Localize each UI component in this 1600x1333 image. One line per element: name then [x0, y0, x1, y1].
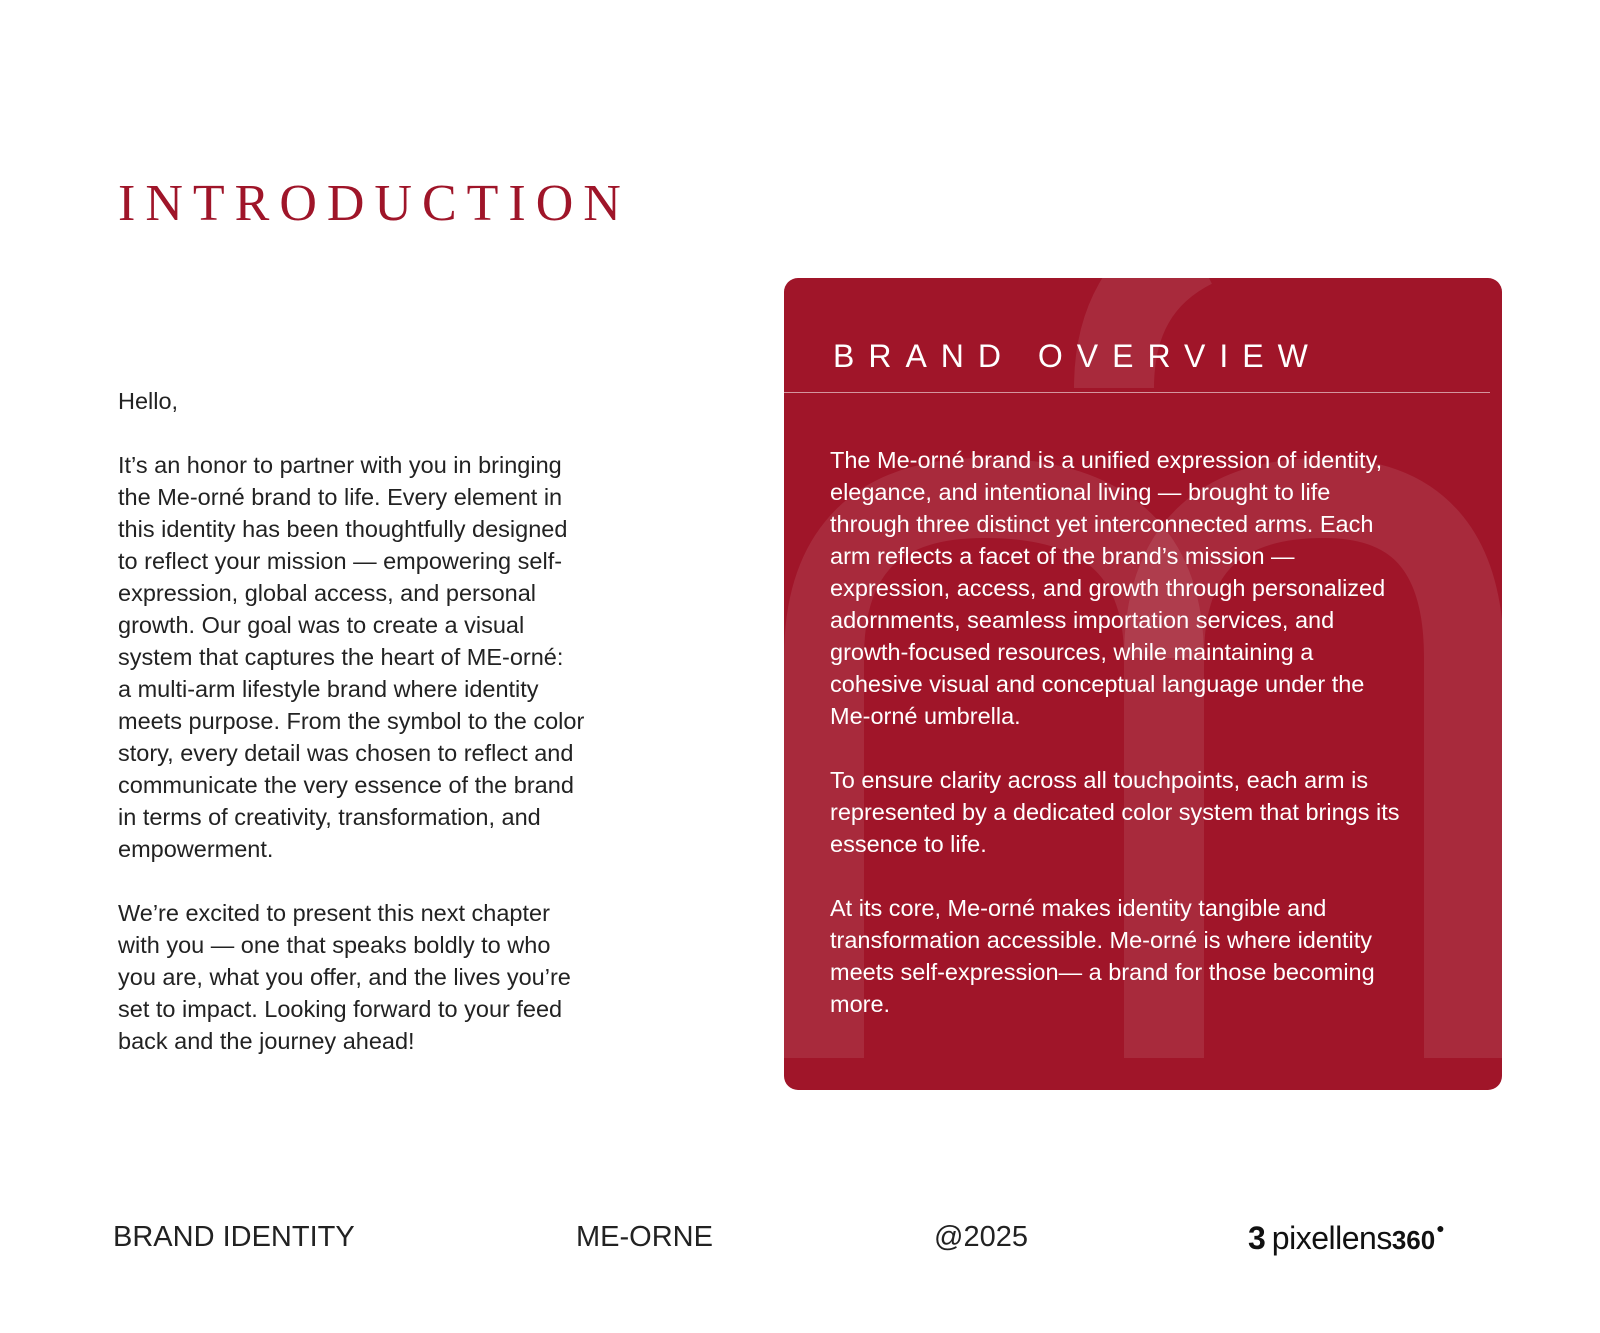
footer-project-name: ME-ORNE — [576, 1221, 713, 1253]
intro-paragraph-2: We’re excited to present this next chapter with you — one that speaks boldly to who you are, what you offer, and the lives you’re set to impact. Looking forward to your feed back and the journey ahead! — [118, 900, 571, 1054]
logo-mark-icon: 3 — [1248, 1220, 1266, 1256]
intro-paragraph-1: It’s an honor to partner with you in bringing the Me-orné brand to life. Every element in this identity has been thoughtfully designed to reflect your mission — empowering self- expression, global access, and personal growth. Our goal was to create a visual system that captures the heart of ME-orné: a multi-arm lifestyle brand where identity meets purpose. From the symbol to the color story, every detail was chosen to reflect and communicate the very essence of the brand in terms of creativity, transformation, and empowerment. — [118, 452, 585, 862]
brand-overview-title: BRAND OVERVIEW — [833, 338, 1322, 374]
intro-letter — [118, 385, 658, 1089]
overview-paragraph-2: To ensure clarity across all touchpoints, each arm is represented by a dedicated color system that brings its essence to life. — [830, 767, 1400, 857]
brand-overview-body — [830, 444, 1470, 1052]
overview-paragraph-1: The Me-orné brand is a unified expression of identity, elegance, and intentional living — brought to life through three distinct yet interconnected arms. Each arm reflects a facet of the brand’s mission — expression, access, and growth through personalized adornments, seamless importation services, and growth-focused resources, while maintaining a cohesive visual and conceptual language under the Me-orné umbrella. — [830, 447, 1386, 729]
footer-brand-identity: BRAND IDENTITY — [113, 1221, 355, 1253]
footer-year: @2025 — [934, 1221, 1028, 1253]
page-title: INTRODUCTION — [118, 175, 631, 232]
logo-number: 360 — [1391, 1225, 1436, 1255]
logo-dot-icon: ● — [1436, 1220, 1445, 1236]
card-divider — [784, 392, 1490, 393]
intro-greeting: Hello, — [118, 388, 179, 414]
overview-paragraph-3: At its core, Me-orné makes identity tangible and transformation accessible. Me-orné is where identity meets self-expression— a brand for those becoming more. — [830, 895, 1375, 1017]
logo-text: pixellens — [1271, 1220, 1392, 1256]
pixellens-logo — [1248, 1220, 1445, 1257]
brand-overview-card — [784, 278, 1502, 1090]
